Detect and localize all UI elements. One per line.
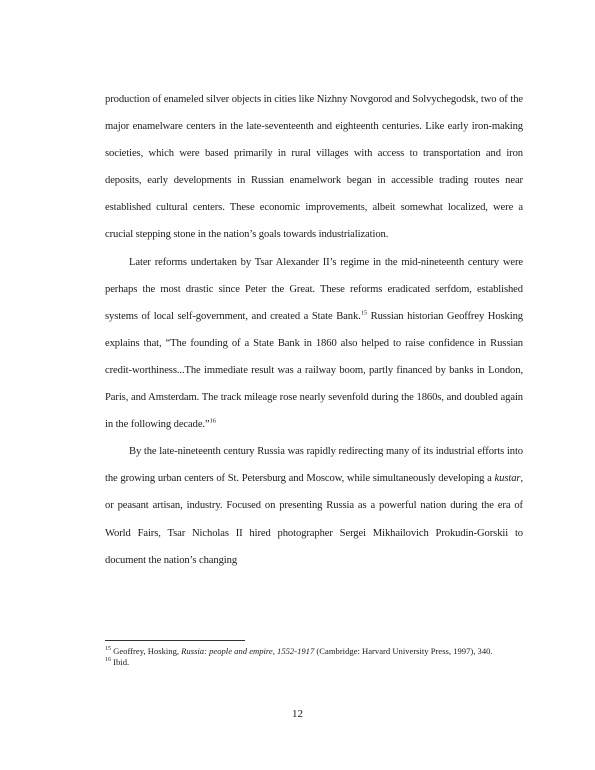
footnote-number: 16 — [105, 657, 111, 664]
paragraph-text: , or peasant artisan, industry. Focused on presenting Russia as a powerful nation during the era of World Fairs, Tsar Nicholas II hired photographer Sergei Mikhailovich Prokudin-Gorskii to document the nation’s changing — [105, 473, 523, 566]
footnote-citation: (Cambridge: Harvard University Press, 1997), 340. — [314, 646, 493, 656]
page-number: 12 — [292, 708, 303, 720]
footnote-15 — [105, 646, 525, 657]
footnote-separator — [105, 640, 245, 641]
footnote-text: Ibid. — [111, 657, 130, 667]
footnote-reference: 16 — [209, 417, 216, 425]
footnote-reference: 15 — [360, 309, 368, 317]
italic-term: kustar — [494, 473, 521, 485]
paragraph-text: production of enameled silver objects in cities like Nizhny Novgorod and Solvychegodsk, two of the major enamelware centers in the late-seventeenth and eighteenth centuries. Like early iron-making societies, which were based primarily in rural villages with access to transportation and iron deposits, early developments in Russian enamelwork began in accessible trading routes near established cultural centers. These economic improvements, albeit somewhat localized, were a crucial stepping stone in the nation’s goals towards industrialization. — [105, 94, 523, 241]
footnote-text: Geoffrey, Hosking, — [111, 646, 182, 656]
paragraph-1 — [105, 86, 523, 249]
paragraph-2 — [105, 249, 523, 439]
footnotes — [105, 646, 525, 668]
footnote-number: 15 — [105, 646, 111, 653]
paragraph-text: By the late-nineteenth century Russia was rapidly redirecting many of its industrial efforts into the growing urban centers of St. Petersburg and Moscow, while simultaneously developing a — [105, 446, 523, 485]
footnote-16 — [105, 657, 525, 668]
paragraph-3 — [105, 438, 523, 573]
paragraph-text: Russian historian Geoffrey Hosking explains that, “The founding of a State Bank in 1860 also helped to raise confidence in Russian credit-worthiness...The immediate result was a railway boom, partly financed by banks in London, Paris, and Amsterdam. The track mileage rose nearly sevenfold during the 1860s, and doubled again in the following decade.” — [105, 310, 523, 431]
paragraph-text: Later reforms undertaken by Tsar Alexander II’s regime in the mid-nineteenth century were perhaps the most drastic since Peter the Great. These reforms eradicated serfdom, established systems of local self-government, and created a State Bank. — [105, 256, 523, 322]
footnote-book-title: Russia: people and empire, 1552-1917 — [181, 646, 315, 656]
body-text — [105, 86, 523, 574]
